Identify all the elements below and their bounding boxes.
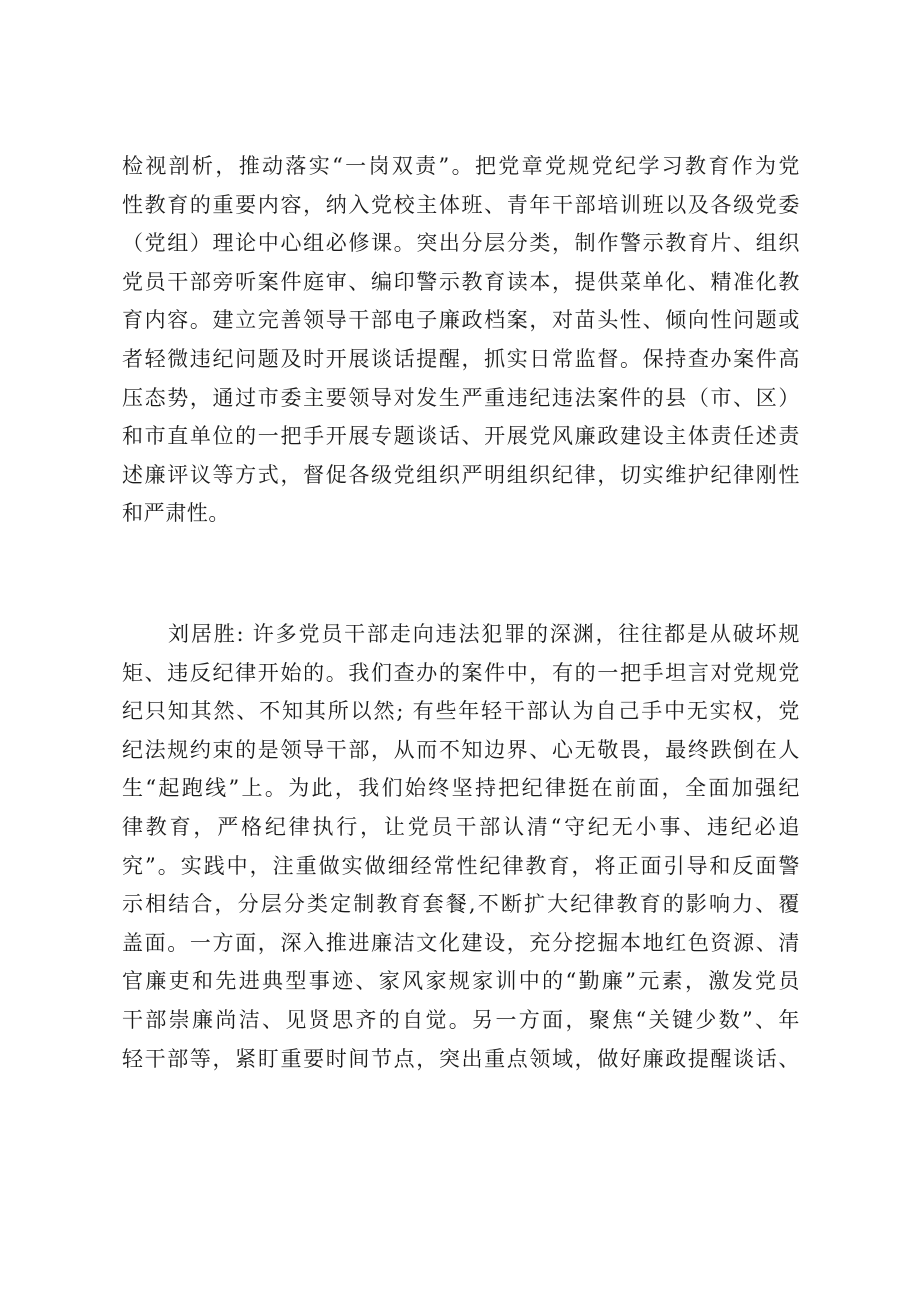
paragraph-1 [122,147,800,533]
paragraph-2-line: 干部崇廉尚洁、见贤思齐的自觉。另一方面，聚焦“关键少数”、年 [122,1007,800,1032]
paragraph-2-line: 矩、违反纪律开始的。我们查办的案件中，有的一把手坦言对党规党 [122,660,800,685]
paragraph-2-line: 纪只知其然、不知其所以然; 有些年轻干部认为自己手中无实权，党 [122,699,800,724]
paragraph-1-line: 和市直单位的一把手开展专题谈话、开展党风廉政建设主体责任述责 [122,424,800,449]
paragraph-1-line: （党组）理论中心组必修课。突出分层分类，制作警示教育片、组织 [122,231,800,256]
paragraph-2 [122,615,800,1078]
paragraph-1-line: 性教育的重要内容，纳入党校主体班、青年干部培训班以及各级党委 [122,192,800,217]
paragraph-2-line: 生“起跑线”上。为此，我们始终坚持把纪律挺在前面，全面加强纪 [122,776,800,801]
paragraph-2-line: 轻干部等，紧盯重要时间节点，突出重点领域，做好廉政提醒谈话、 [122,1046,800,1071]
paragraph-1-line: 检视剖析，推动落实“一岗双责”。把党章党规党纪学习教育作为党 [122,154,800,178]
paragraph-1-line: 育内容。建立完善领导干部电子廉政档案，对苗头性、倾向性问题或 [122,308,800,333]
paragraph-2-line: 示相结合，分层分类定制教育套餐,不断扩大纪律教育的影响力、覆 [122,892,800,917]
paragraph-2-line: 盖面。一方面，深入推进廉洁文化建设，充分挖掘本地红色资源、清 [122,930,800,955]
paragraph-1-line: 和严肃性。 [122,501,230,526]
paragraph-1-line: 党员干部旁听案件庭审、编印警示教育读本，提供菜单化、精准化教 [122,269,800,294]
paragraph-1-line: 者轻微违纪问题及时开展谈话提醒，抓实日常监督。保持查办案件高 [122,346,800,371]
paragraph-2-line: 官廉吏和先进典型事迹、家风家规家训中的“勤廉”元素，激发党员 [122,969,800,994]
paragraph-1-line: 述廉评议等方式，督促各级党组织严明组织纪律，切实维护纪律刚性 [122,462,800,487]
paragraph-2-line: 究”。实践中，注重做实做细经常性纪律教育，将正面引导和反面警 [122,853,800,878]
paragraph-2-line: 律教育，严格纪律执行，让党员干部认清“守纪无小事、违纪必追 [122,814,800,839]
paragraph-1-line: 压态势，通过市委主要领导对发生严重违纪违法案件的县（市、区） [122,385,800,410]
paragraph-2-line: 刘居胜: 许多党员干部走向违法犯罪的深渊，往往都是从破坏规 [168,622,800,646]
paragraph-2-line: 纪法规约束的是领导干部，从而不知边界、心无敬畏，最终跌倒在人 [122,737,800,762]
